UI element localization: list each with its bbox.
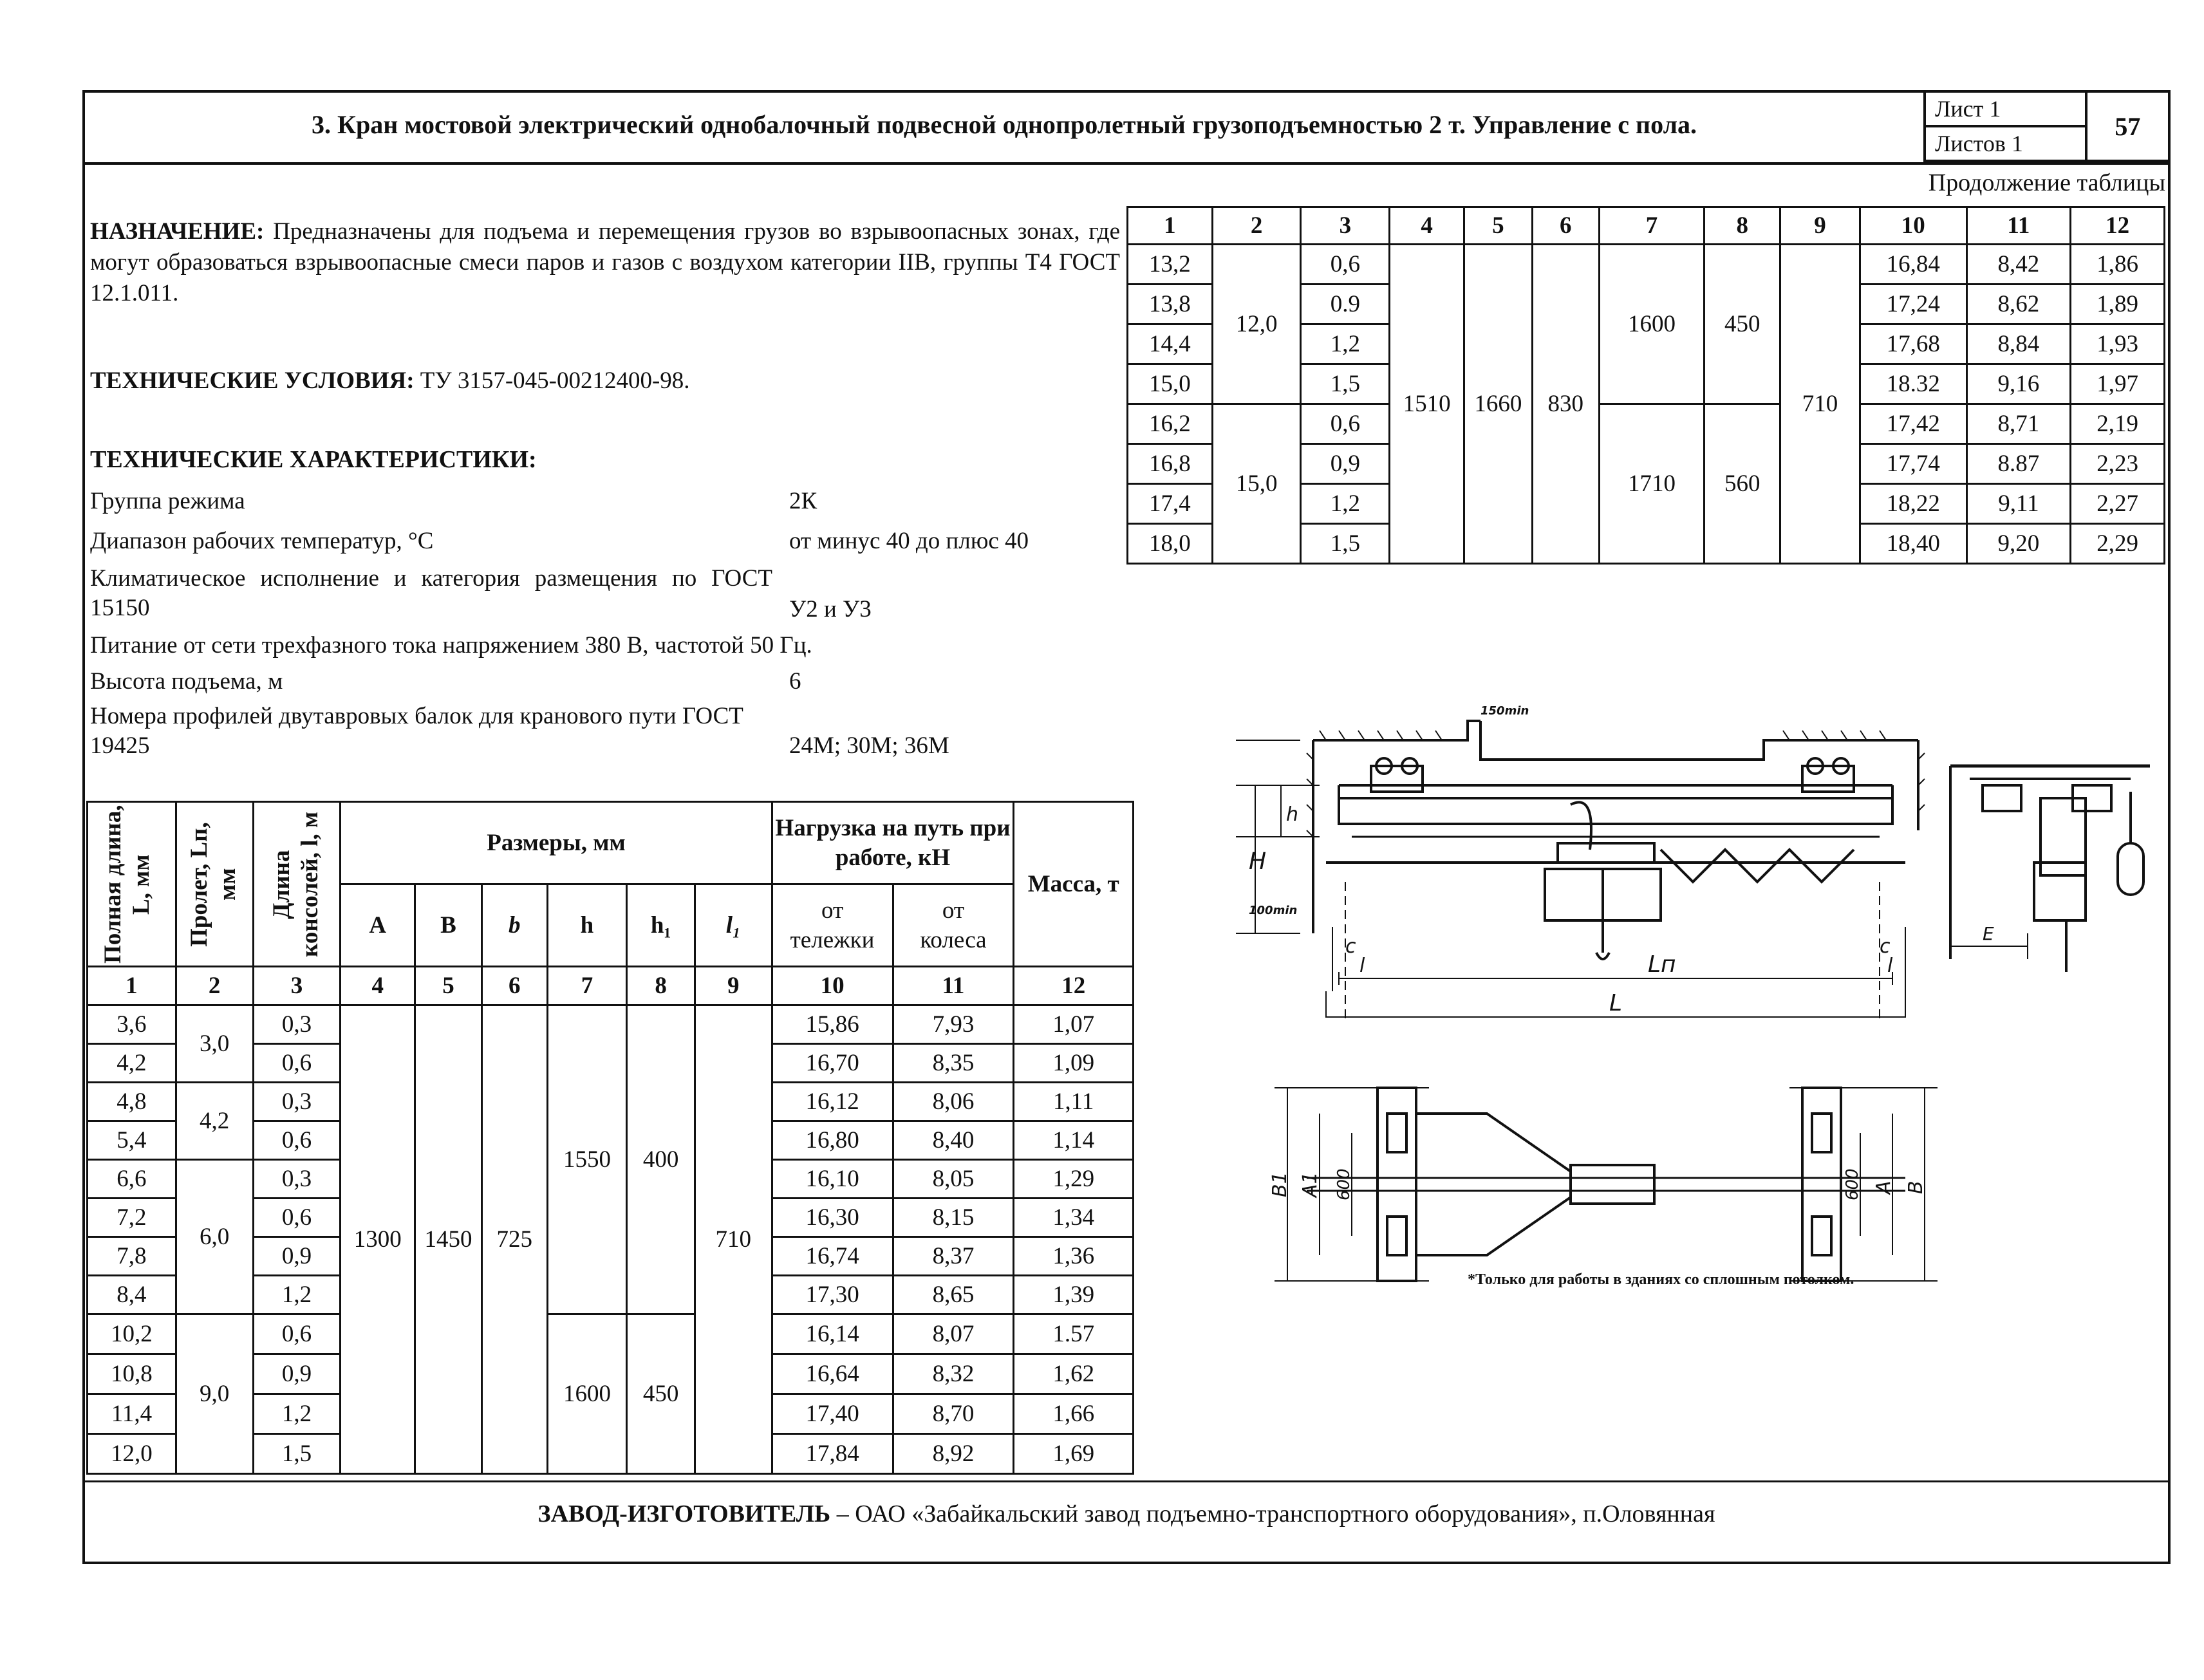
- cell-mass: 1,29: [1014, 1160, 1134, 1199]
- cell-l: 1,5: [1301, 364, 1390, 404]
- cell-mass: 2,27: [2071, 484, 2165, 524]
- cell-l: 1,2: [1301, 324, 1390, 364]
- manufacturer-line: [97, 1500, 2156, 1528]
- label-100min: 100min: [1249, 904, 1298, 917]
- col-number: 6: [481, 967, 547, 1005]
- sheet-label: Лист 1: [1925, 91, 2086, 126]
- cell-wheel: 8,65: [893, 1276, 1014, 1314]
- cell-Lp: 9,0: [176, 1314, 253, 1474]
- cell-l: 1,2: [1301, 484, 1390, 524]
- cell-l: 0,9: [1301, 444, 1390, 484]
- cell-b: 830: [1532, 245, 1599, 564]
- col-number: 8: [627, 967, 695, 1005]
- cell-L: 13,8: [1128, 285, 1213, 324]
- purpose-text: Предназначены для подъема и перемещения грузов во взрывоопасных зонах, где могут образоваться взрывоопасные смеси паров и газов с воздухом категории IIВ, группы Т4 ГОСТ 12.1.011.: [90, 218, 1121, 306]
- header-wheel: от колеса: [893, 884, 1014, 967]
- cell-wheel: 8,84: [1966, 324, 2071, 364]
- cell-mass: 1,69: [1014, 1434, 1134, 1474]
- cell-wheel: 8,62: [1966, 285, 2071, 324]
- purpose-label: НАЗНАЧЕНИЕ:: [90, 218, 265, 245]
- cell-wheel: 8,07: [893, 1314, 1014, 1354]
- header-console: Длина консолей, l, м: [253, 802, 341, 967]
- cell-L: 15,0: [1128, 364, 1213, 404]
- cell-mass: 1,62: [1014, 1354, 1134, 1394]
- cell-wheel: 8,35: [893, 1044, 1014, 1083]
- footer-divider: [82, 1480, 2171, 1482]
- cell-B: 1450: [415, 1005, 482, 1474]
- cell-trolley: 17,74: [1860, 444, 1966, 484]
- cell-mass: 2,23: [2071, 444, 2165, 484]
- cell-trolley: 16,80: [772, 1121, 893, 1160]
- col-number: 9: [1780, 207, 1860, 245]
- table-row: [88, 1005, 1134, 1044]
- cell-l: 0,6: [253, 1314, 341, 1354]
- tech-conditions-label: ТЕХНИЧЕСКИЕ УСЛОВИЯ:: [90, 368, 415, 394]
- cell-l: 0,6: [1301, 245, 1390, 285]
- cell-wheel: 8,15: [893, 1199, 1014, 1237]
- cell-l: 0.9: [1301, 285, 1390, 324]
- cell-mass: 1,86: [2071, 245, 2165, 285]
- col-number: 6: [1532, 207, 1599, 245]
- spec-value: от минус 40 до плюс 40: [789, 528, 1029, 554]
- col-number: 10: [1860, 207, 1966, 245]
- cell-L: 12,0: [88, 1434, 176, 1474]
- cell-trolley: 17,42: [1860, 404, 1966, 444]
- cell-trolley: 18,22: [1860, 484, 1966, 524]
- cell-trolley: 16,64: [772, 1354, 893, 1394]
- cell-wheel: 8,40: [893, 1121, 1014, 1160]
- label-B1: B1: [1269, 1171, 1291, 1197]
- header-load: Нагрузка на путь при работе, кН: [772, 802, 1014, 884]
- col-number: 11: [893, 967, 1014, 1005]
- crane-side-view: [1950, 766, 2150, 972]
- cell-mass: 1,09: [1014, 1044, 1134, 1083]
- main-table: [86, 801, 1134, 1475]
- cell-Lp: 15,0: [1212, 404, 1301, 564]
- cell-l: 0,3: [253, 1083, 341, 1121]
- table-row: [88, 1314, 1134, 1354]
- page-title: [97, 109, 1912, 140]
- cell-wheel: 8,05: [893, 1160, 1014, 1199]
- cell-L: 7,2: [88, 1199, 176, 1237]
- cell-L: 17,4: [1128, 484, 1213, 524]
- spec-name: Диапазон рабочих температур, °С: [90, 528, 434, 554]
- cell-trolley: 17,40: [772, 1394, 893, 1434]
- plan-hoist: [1571, 1165, 1654, 1204]
- col-number: 7: [547, 967, 627, 1005]
- spec-value: 6: [789, 668, 801, 695]
- cell-h1: 560: [1704, 404, 1780, 564]
- header-b: b: [481, 884, 547, 967]
- cell-l: 1,2: [253, 1276, 341, 1314]
- cell-l: 1,2: [253, 1394, 341, 1434]
- spec-value: 2К: [789, 488, 817, 514]
- cell-trolley: 16,74: [772, 1237, 893, 1276]
- label-600-right: 600: [1843, 1168, 1862, 1200]
- cell-L: 8,4: [88, 1276, 176, 1314]
- col-number: 4: [1390, 207, 1464, 245]
- cell-wheel: 8.87: [1966, 444, 2071, 484]
- cell-mass: 2,19: [2071, 404, 2165, 444]
- end-beam-left: [1378, 1088, 1416, 1281]
- cell-L: 10,8: [88, 1354, 176, 1394]
- label-l-left: l: [1359, 955, 1365, 977]
- cell-wheel: 9,16: [1966, 364, 2071, 404]
- col-number: 10: [772, 967, 893, 1005]
- label-H: H: [1249, 848, 1267, 875]
- cell-trolley: 17,30: [772, 1276, 893, 1314]
- cell-l: 0,6: [253, 1121, 341, 1160]
- header-span: Пролет, Lп, мм: [176, 802, 253, 967]
- table-row: [1128, 245, 2165, 285]
- purpose-block: [90, 216, 1120, 309]
- table-row: [1128, 404, 2165, 444]
- cell-mass: 1,89: [2071, 285, 2165, 324]
- cell-L: 4,8: [88, 1083, 176, 1121]
- cell-trolley: 16,30: [772, 1199, 893, 1237]
- cell-L: 4,2: [88, 1044, 176, 1083]
- cell-wheel: 8,32: [893, 1354, 1014, 1394]
- title-text: Кран мостовой электрический однобалочный подвесной однопролетный грузоподъемностью 2 т. Управление с пола.: [337, 110, 1697, 139]
- col-number: 3: [253, 967, 341, 1005]
- cell-wheel: 7,93: [893, 1005, 1014, 1044]
- label-c-right: c: [1880, 935, 1891, 958]
- cell-l1: 710: [1780, 245, 1860, 564]
- cell-trolley: 18.32: [1860, 364, 1966, 404]
- header-l1: l₁: [695, 884, 772, 967]
- label-B: B: [1905, 1181, 1927, 1194]
- cell-B: 1660: [1464, 245, 1532, 564]
- cell-mass: 1,66: [1014, 1394, 1134, 1434]
- header-divider: [82, 162, 2171, 165]
- cell-Lp: 6,0: [176, 1160, 253, 1314]
- cell-l: 0,6: [253, 1199, 341, 1237]
- col-number: 12: [2071, 207, 2165, 245]
- cell-h: 1600: [1599, 245, 1704, 404]
- cell-l: 0,3: [253, 1160, 341, 1199]
- cell-wheel: 8,70: [893, 1394, 1014, 1434]
- header-h: h: [547, 884, 627, 967]
- col-number: 4: [341, 967, 415, 1005]
- cell-L: 16,8: [1128, 444, 1213, 484]
- label-E: E: [1983, 923, 1994, 944]
- cell-trolley: 17,84: [772, 1434, 893, 1474]
- col-number: 8: [1704, 207, 1780, 245]
- cell-mass: 1,93: [2071, 324, 2165, 364]
- spec-name: Высота подъема, м: [90, 668, 283, 695]
- col-number: 2: [1212, 207, 1301, 245]
- spec-name: Номера профилей двутавровых балок для кранового пути ГОСТ 19425: [90, 703, 743, 759]
- col-number: 1: [1128, 207, 1213, 245]
- cell-L: 14,4: [1128, 324, 1213, 364]
- spec-name: Питание от сети трехфазного тока напряжением 380 В, частотой 50 Гц.: [90, 632, 812, 658]
- cell-h1: 400: [627, 1005, 695, 1314]
- col-number: 7: [1599, 207, 1704, 245]
- cell-trolley: 15,86: [772, 1005, 893, 1044]
- cell-trolley: 16,10: [772, 1160, 893, 1199]
- cell-mass: 1,36: [1014, 1237, 1134, 1276]
- cell-mass: 1,39: [1014, 1276, 1134, 1314]
- cell-l: 0,9: [253, 1354, 341, 1394]
- cell-l: 0,6: [253, 1044, 341, 1083]
- cell-l1: 710: [695, 1005, 772, 1474]
- tech-conditions-text: ТУ 3157-045-00212400-98.: [420, 368, 690, 394]
- header-B: B: [415, 884, 482, 967]
- cell-l: 0,3: [253, 1005, 341, 1044]
- col-number: 11: [1966, 207, 2071, 245]
- cell-l: 1,5: [1301, 524, 1390, 564]
- cell-mass: 1,07: [1014, 1005, 1134, 1044]
- crane-drawing: [1210, 702, 2156, 1313]
- cell-L: 16,2: [1128, 404, 1213, 444]
- ceiling-right: [1480, 721, 1918, 760]
- cell-Lp: 12,0: [1212, 245, 1301, 404]
- crane-front-view: [1236, 721, 1925, 1023]
- cell-l: 0,6: [1301, 404, 1390, 444]
- cell-L: 11,4: [88, 1394, 176, 1434]
- cell-wheel: 9,11: [1966, 484, 2071, 524]
- col-number: 9: [695, 967, 772, 1005]
- cell-L: 7,8: [88, 1237, 176, 1276]
- cell-h: 1710: [1599, 404, 1704, 564]
- cell-wheel: 9,20: [1966, 524, 2071, 564]
- cell-Lp: 4,2: [176, 1083, 253, 1160]
- cell-b: 725: [481, 1005, 547, 1474]
- cell-A: 1300: [341, 1005, 415, 1474]
- cell-mass: 2,29: [2071, 524, 2165, 564]
- cell-trolley: 16,84: [1860, 245, 1966, 285]
- cell-L: 18,0: [1128, 524, 1213, 564]
- col-number: 3: [1301, 207, 1390, 245]
- col-number: 1: [88, 967, 176, 1005]
- cell-l: 1,5: [253, 1434, 341, 1474]
- cell-L: 10,2: [88, 1314, 176, 1354]
- cell-trolley: 17,68: [1860, 324, 1966, 364]
- cell-h: 1600: [547, 1314, 627, 1474]
- cell-trolley: 16,14: [772, 1314, 893, 1354]
- end-beam-right: [1802, 1088, 1841, 1281]
- cell-mass: 1,14: [1014, 1121, 1134, 1160]
- cell-h: 1550: [547, 1005, 627, 1314]
- cell-L: 5,4: [88, 1121, 176, 1160]
- tech-specs-label: ТЕХНИЧЕСКИЕ ХАРАКТЕРИСТИКИ:: [90, 446, 537, 473]
- cell-L: 6,6: [88, 1160, 176, 1199]
- spec-value: 24М; 30М; 36М: [789, 733, 949, 759]
- header-full-length: Полная длина, L, мм: [88, 802, 176, 967]
- label-600-left: 600: [1334, 1168, 1354, 1200]
- header-mass: Масса, т: [1014, 802, 1134, 967]
- title-number: 3.: [311, 110, 331, 139]
- cell-wheel: 8,71: [1966, 404, 2071, 444]
- header-sizes: Размеры, мм: [341, 802, 772, 884]
- label-A: A: [1872, 1181, 1895, 1194]
- cell-L: 13,2: [1128, 245, 1213, 285]
- col-number: 12: [1014, 967, 1134, 1005]
- col-number: 5: [415, 967, 482, 1005]
- header-h1: h₁: [627, 884, 695, 967]
- page-number: 57: [2086, 91, 2169, 161]
- header-A: A: [341, 884, 415, 967]
- tech-conditions: [90, 366, 1120, 397]
- cell-Lp: 3,0: [176, 1005, 253, 1083]
- label-c-left: c: [1345, 935, 1356, 958]
- manufacturer-label: ЗАВОД-ИЗГОТОВИТЕЛЬ: [537, 1500, 831, 1527]
- cell-trolley: 16,12: [772, 1083, 893, 1121]
- power-cable: [1661, 850, 1854, 882]
- cell-wheel: 8,42: [1966, 245, 2071, 285]
- continuation-label: Продолжение таблицы: [1928, 169, 2165, 196]
- sheets-label: Листов 1: [1925, 126, 2086, 161]
- cell-wheel: 8,06: [893, 1083, 1014, 1121]
- spec-name: Группа режима: [90, 488, 245, 514]
- cell-trolley: 17,24: [1860, 285, 1966, 324]
- cell-mass: 1,34: [1014, 1199, 1134, 1237]
- label-Lp: Lп: [1648, 951, 1676, 978]
- cell-h1: 450: [1704, 245, 1780, 404]
- cell-trolley: 18,40: [1860, 524, 1966, 564]
- cell-l: 0,9: [253, 1237, 341, 1276]
- col-number: 5: [1464, 207, 1532, 245]
- continuation-table: [1126, 206, 2165, 565]
- cell-mass: 1.57: [1014, 1314, 1134, 1354]
- cell-wheel: 8,92: [893, 1434, 1014, 1474]
- crane-plan-view: [1275, 1088, 1938, 1281]
- label-l-right: l: [1887, 955, 1893, 977]
- label-L: L: [1609, 990, 1623, 1016]
- col-number: 2: [176, 967, 253, 1005]
- spec-name: Климатическое исполнение и категория размещения по ГОСТ 15150: [90, 565, 772, 621]
- sheet-box: [1923, 90, 2171, 162]
- cell-trolley: 16,70: [772, 1044, 893, 1083]
- manufacturer-text: – ОАО «Забайкальский завод подъемно-транспортного оборудования», п.Оловянная: [830, 1500, 1715, 1527]
- cell-A: 1510: [1390, 245, 1464, 564]
- cell-L: 3,6: [88, 1005, 176, 1044]
- cell-mass: 1,11: [1014, 1083, 1134, 1121]
- drawing-note: *Только для работы в зданиях со сплошным потолком.: [1468, 1271, 1854, 1288]
- cell-h1: 450: [627, 1314, 695, 1474]
- cell-wheel: 8,37: [893, 1237, 1014, 1276]
- label-A1: A1: [1299, 1171, 1321, 1197]
- label-150min: 150min: [1480, 704, 1529, 718]
- cell-mass: 1,97: [2071, 364, 2165, 404]
- label-h: h: [1286, 803, 1299, 826]
- header-trolley: от тележки: [772, 884, 893, 967]
- spec-value: У2 и У3: [789, 596, 872, 622]
